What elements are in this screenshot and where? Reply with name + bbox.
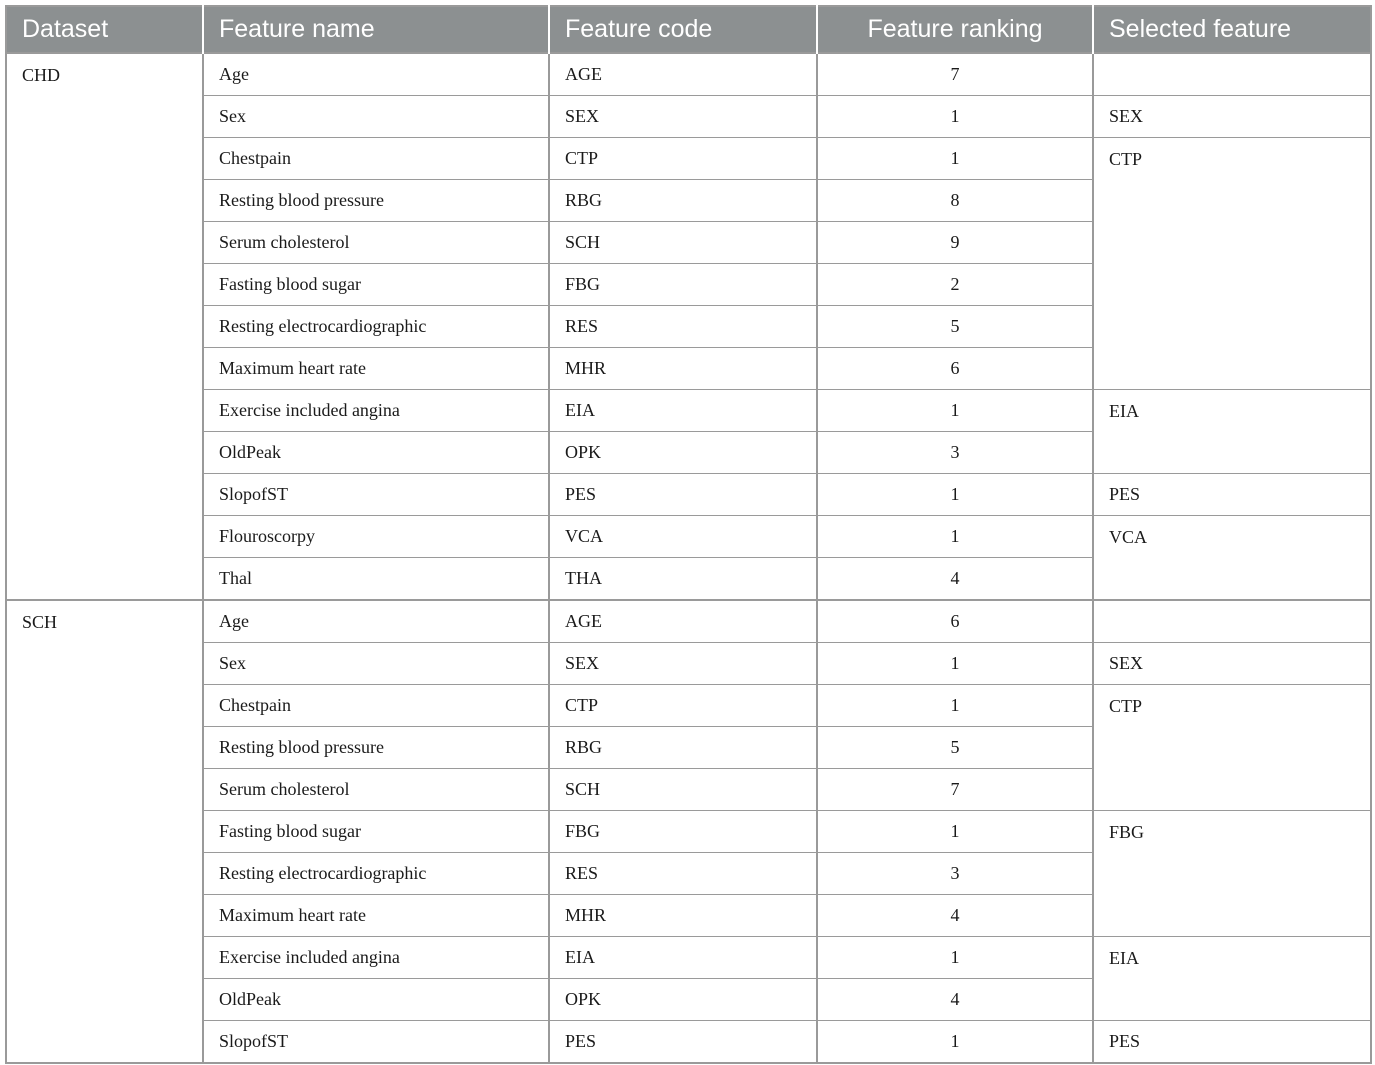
feature-ranking-cell: 7 [817,769,1093,811]
selected-feature-cell: PES [1093,1021,1371,1064]
feature-name-cell: Serum cholesterol [203,222,549,264]
feature-code-cell: SEX [549,643,817,685]
feature-ranking-cell: 1 [817,1021,1093,1064]
feature-ranking-cell: 1 [817,390,1093,432]
feature-ranking-cell: 1 [817,138,1093,180]
feature-ranking-cell: 5 [817,306,1093,348]
feature-name-cell: Sex [203,643,549,685]
feature-name-cell: Chestpain [203,685,549,727]
feature-ranking-cell: 2 [817,264,1093,306]
feature-code-cell: AGE [549,600,817,643]
feature-selection-table [5,5,1372,1064]
feature-ranking-cell: 6 [817,348,1093,390]
header-feature-name: Feature name [203,6,549,53]
table-body [6,53,1371,1063]
feature-name-cell: SlopofST [203,1021,549,1064]
feature-name-cell: Sex [203,96,549,138]
feature-name-cell: Age [203,53,549,96]
feature-code-cell: OPK [549,432,817,474]
selected-feature-cell: CTP [1093,685,1371,811]
feature-name-cell: SlopofST [203,474,549,516]
selected-feature-cell: SEX [1093,96,1371,138]
feature-name-cell: Age [203,600,549,643]
feature-name-cell: Fasting blood sugar [203,811,549,853]
feature-ranking-cell: 3 [817,432,1093,474]
feature-code-cell: VCA [549,516,817,558]
feature-name-cell: Resting electrocardiographic [203,306,549,348]
feature-code-cell: SCH [549,769,817,811]
selected-feature-cell: EIA [1093,937,1371,1021]
feature-ranking-cell: 5 [817,727,1093,769]
selected-feature-cell [1093,53,1371,96]
feature-name-cell: Resting blood pressure [203,727,549,769]
feature-code-cell: RBG [549,727,817,769]
feature-ranking-cell: 1 [817,685,1093,727]
table-row [6,138,1371,180]
feature-code-cell: SCH [549,222,817,264]
header-feature-code: Feature code [549,6,817,53]
selected-feature-cell: SEX [1093,643,1371,685]
feature-name-cell: Exercise included angina [203,937,549,979]
table-row [6,1021,1371,1064]
header-dataset: Dataset [6,6,203,53]
feature-name-cell: Resting electrocardiographic [203,853,549,895]
feature-ranking-cell: 4 [817,979,1093,1021]
feature-code-cell: PES [549,1021,817,1064]
feature-name-cell: Exercise included angina [203,390,549,432]
feature-name-cell: Chestpain [203,138,549,180]
feature-name-cell: Thal [203,558,549,601]
table-row [6,53,1371,96]
selected-feature-cell: FBG [1093,811,1371,937]
feature-ranking-cell: 1 [817,643,1093,685]
feature-code-cell: EIA [549,390,817,432]
feature-ranking-cell: 4 [817,558,1093,601]
table-row [6,474,1371,516]
feature-code-cell: CTP [549,685,817,727]
feature-code-cell: MHR [549,348,817,390]
selected-feature-cell: VCA [1093,516,1371,601]
feature-ranking-cell: 6 [817,600,1093,643]
feature-code-cell: EIA [549,937,817,979]
feature-name-cell: Serum cholesterol [203,769,549,811]
header-row [6,6,1371,53]
feature-name-cell: Maximum heart rate [203,895,549,937]
feature-code-cell: RBG [549,180,817,222]
feature-ranking-cell: 1 [817,811,1093,853]
feature-ranking-cell: 4 [817,895,1093,937]
feature-ranking-cell: 7 [817,53,1093,96]
table-row [6,811,1371,853]
feature-code-cell: AGE [549,53,817,96]
feature-code-cell: THA [549,558,817,601]
feature-name-cell: OldPeak [203,432,549,474]
table-header [6,6,1371,53]
feature-ranking-cell: 3 [817,853,1093,895]
feature-ranking-cell: 1 [817,516,1093,558]
feature-code-cell: SEX [549,96,817,138]
feature-ranking-cell: 1 [817,96,1093,138]
feature-code-cell: MHR [549,895,817,937]
table-row [6,685,1371,727]
feature-name-cell: Fasting blood sugar [203,264,549,306]
feature-code-cell: PES [549,474,817,516]
selected-feature-cell: CTP [1093,138,1371,390]
table-row [6,390,1371,432]
table-row [6,96,1371,138]
feature-name-cell: Maximum heart rate [203,348,549,390]
table-row [6,643,1371,685]
feature-code-cell: RES [549,853,817,895]
selected-feature-cell: PES [1093,474,1371,516]
dataset-cell: CHD [6,53,203,600]
feature-name-cell: OldPeak [203,979,549,1021]
table-row [6,937,1371,979]
table-row [6,516,1371,558]
header-selected-feature: Selected feature [1093,6,1371,53]
feature-code-cell: FBG [549,264,817,306]
feature-ranking-cell: 1 [817,474,1093,516]
feature-ranking-cell: 8 [817,180,1093,222]
feature-ranking-cell: 1 [817,937,1093,979]
feature-code-cell: OPK [549,979,817,1021]
feature-code-cell: CTP [549,138,817,180]
feature-name-cell: Resting blood pressure [203,180,549,222]
feature-code-cell: FBG [549,811,817,853]
feature-name-cell: Flouroscorpy [203,516,549,558]
selected-feature-cell: EIA [1093,390,1371,474]
header-feature-ranking: Feature ranking [817,6,1093,53]
selected-feature-cell [1093,600,1371,643]
feature-code-cell: RES [549,306,817,348]
feature-ranking-cell: 9 [817,222,1093,264]
table-row [6,600,1371,643]
dataset-cell: SCH [6,600,203,1063]
